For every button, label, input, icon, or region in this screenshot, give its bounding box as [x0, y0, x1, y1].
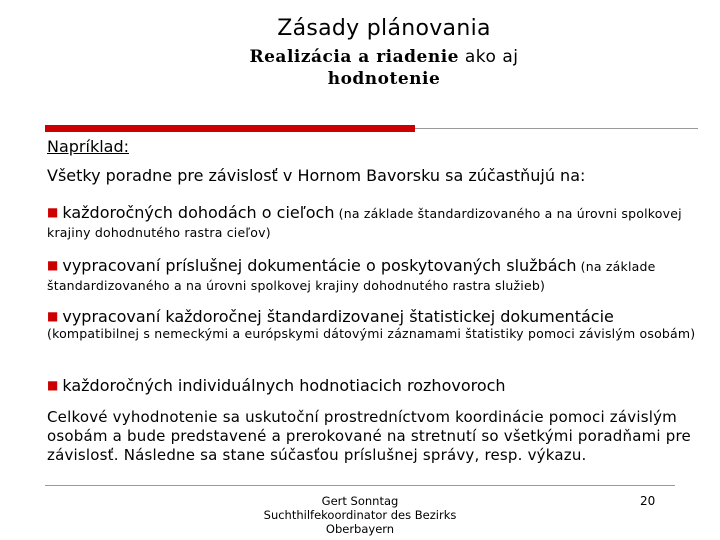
list-item-main: vypracovaní príslušnej dokumentácie o poskytovaných službách — [62, 256, 577, 275]
list-item — [47, 256, 697, 294]
title-divider-red — [45, 125, 415, 132]
subtitle-normal-part: ako aj — [458, 47, 519, 67]
list-item-main: každoročných individuálnych hodnotiacich rozhovoroch — [62, 376, 506, 395]
square-bullet-icon: ■ — [47, 309, 59, 323]
list-item-main: vypracovaní každoročnej štandardizovanej štatistickej dokumentácie — [62, 307, 614, 326]
page-number: 20 — [640, 494, 656, 508]
title-divider-gray — [415, 128, 698, 129]
subtitle-bold-part-1: Realizácia a riadenie — [249, 47, 459, 67]
square-bullet-icon: ■ — [47, 205, 59, 219]
footer — [255, 494, 465, 536]
footer-divider — [45, 485, 675, 486]
list-item-detail: (na základe štandardizovaného a na úrovni spolkovej krajiny dohodnutého rastra služieb) — [47, 259, 656, 293]
conclusion-text: Celkové vyhodnotenie sa uskutoční prostredníctvom koordinácie pomoci závislým osobám a bude predstavené a prerokované na stretnutí so všetkými poradňami pre závislosť. Následne sa stane súčasťou príslušnej správy, resp. výkazu. — [47, 408, 691, 464]
list-item-detail: (na základe štandardizovaného a na úrovni spolkovej krajiny dohodnutého rastra cieľov) — [47, 206, 682, 240]
slide-title: Zásady plánovania — [277, 16, 491, 41]
slide-subtitle — [0, 46, 720, 90]
square-bullet-icon: ■ — [47, 378, 59, 392]
list-item — [47, 203, 697, 241]
list-item — [47, 307, 697, 341]
square-bullet-icon: ■ — [47, 258, 59, 272]
footer-role: Suchthilfekoordinator des Bezirks — [263, 508, 457, 522]
intro-text: Všetky poradne pre závislosť v Hornom Bavorsku sa zúčastňujú na: — [47, 166, 586, 185]
list-item-main: každoročných dohodách o cieľoch — [62, 203, 335, 222]
footer-author: Gert Sonntag — [321, 494, 399, 508]
example-label: Napríklad: — [47, 137, 130, 156]
list-item — [47, 376, 697, 395]
subtitle-bold-part-2: hodnotenie — [327, 69, 441, 89]
list-item-detail: (kompatibilnej s nemeckými a európskymi dátovými záznamami štatistiky pomoci závislým osobám) — [47, 326, 696, 341]
footer-region: Oberbayern — [325, 522, 395, 536]
